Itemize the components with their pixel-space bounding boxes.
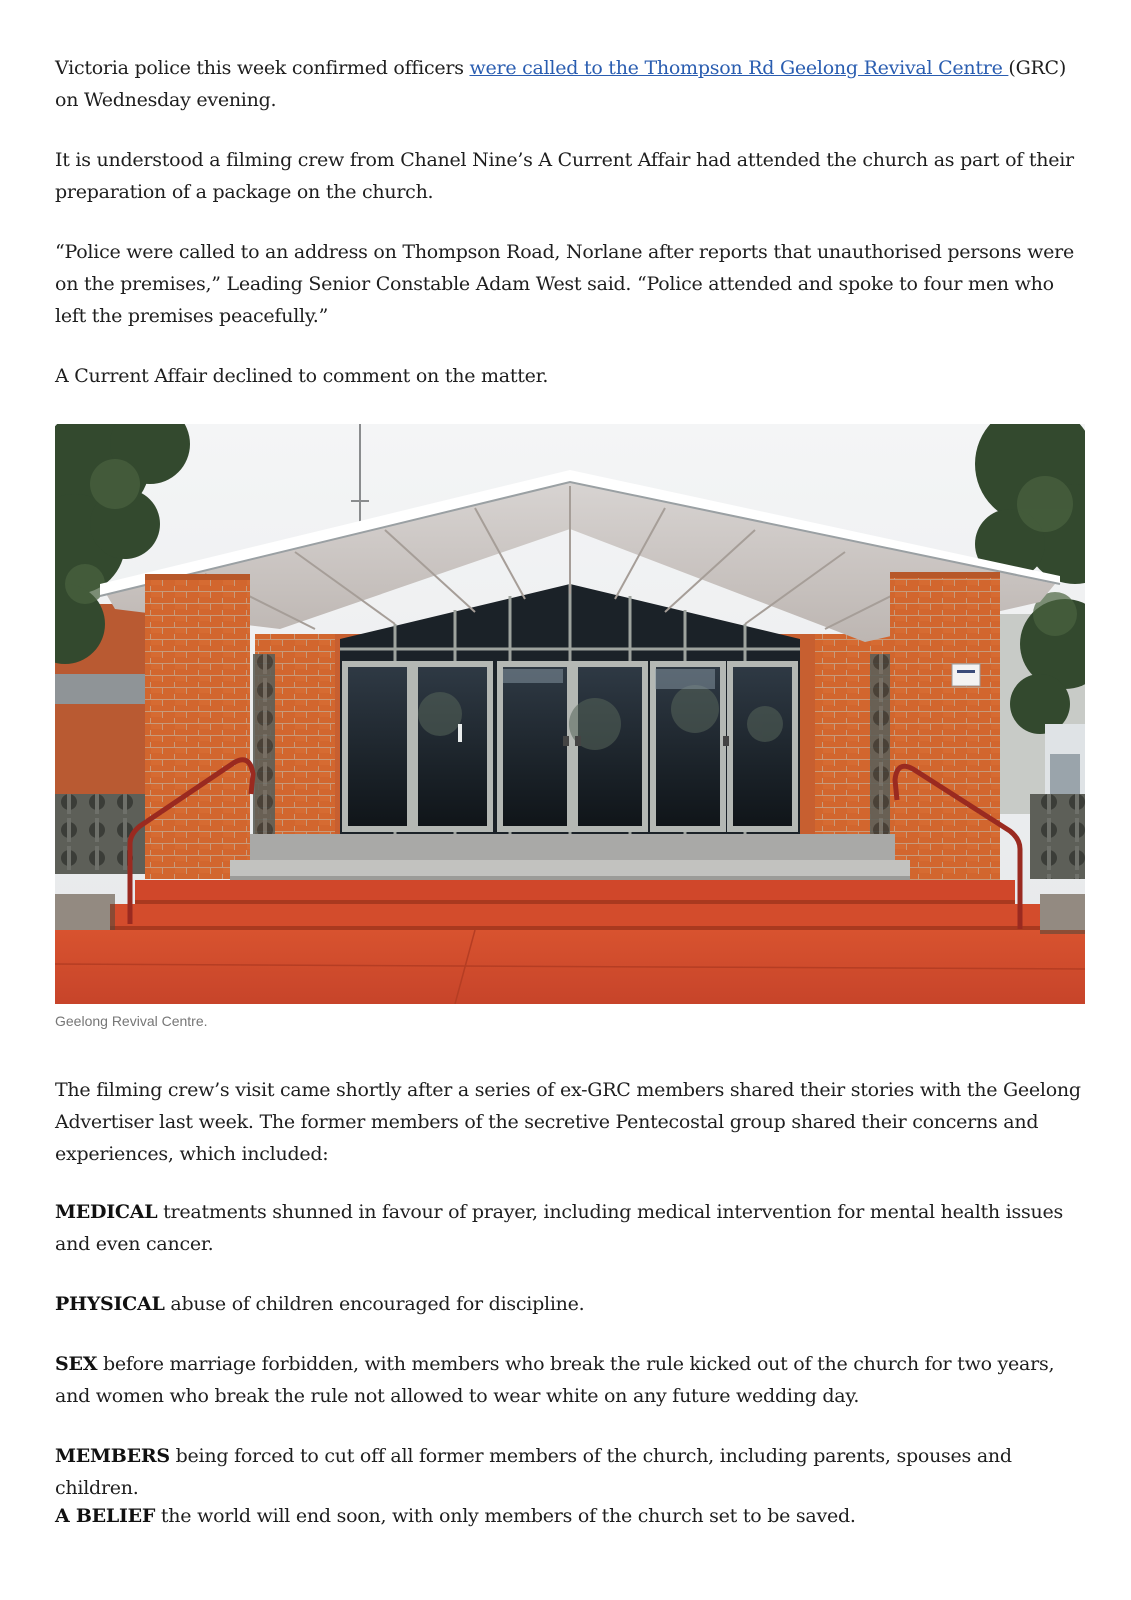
paragraph-text: Victoria police this week confirmed officers	[55, 57, 470, 79]
point-lead: MEMBERS	[55, 1445, 170, 1467]
image-caption: Geelong Revival Centre.	[55, 1013, 208, 1029]
point-lead: A BELIEF	[55, 1505, 156, 1527]
point-text: the world will end soon, with only members of the church set to be saved.	[155, 1505, 856, 1527]
point-text: abuse of children encouraged for discipline.	[164, 1293, 585, 1315]
point-text: being forced to cut off all former members of the church, including parents, spouses and children.	[55, 1445, 1012, 1499]
point-text: before marriage forbidden, with members who break the rule kicked out of the church for two years, and women who break the rule not allowed to wear white on any future wedding day.	[55, 1353, 1055, 1407]
point-lead: SEX	[55, 1353, 98, 1375]
geelong-revival-centre-link[interactable]: were called to the Thompson Rd Geelong Revival Centre	[469, 57, 1009, 79]
paragraph-declined-comment: A Current Affair declined to comment on the matter.	[55, 365, 549, 387]
point-lead: MEDICAL	[55, 1201, 158, 1223]
point-text: treatments shunned in favour of prayer, including medical intervention for mental health issues and even cancer.	[55, 1201, 1063, 1255]
point-medical	[55, 1196, 1085, 1260]
point-physical	[55, 1288, 1085, 1320]
point-belief	[55, 1500, 1085, 1532]
paragraph-text: (GRC) on Wednesday evening.	[55, 57, 1067, 111]
point-lead: PHYSICAL	[55, 1293, 165, 1315]
point-sex	[55, 1348, 1085, 1412]
paragraph-filming-crew: It is understood a filming crew from Chanel Nine’s A Current Affair had attended the church as part of their preparation of a package on the church.	[55, 149, 1074, 203]
paragraph-police-quote: “Police were called to an address on Thompson Road, Norlane after reports that unauthorised persons were on the premises,” Leading Senior Constable Adam West said. “Police attended and spoke to four men who left the premises peacefully.”	[55, 241, 1074, 327]
point-members	[55, 1440, 1085, 1504]
paragraph-police-confirmed	[55, 52, 1085, 116]
church-photo	[55, 424, 1085, 1004]
paragraph-crew-visit: The filming crew’s visit came shortly after a series of ex-GRC members shared their stories with the Geelong Advertiser last week. The former members of the secretive Pentecostal group shared their concerns and experiences, which included:	[55, 1079, 1081, 1165]
